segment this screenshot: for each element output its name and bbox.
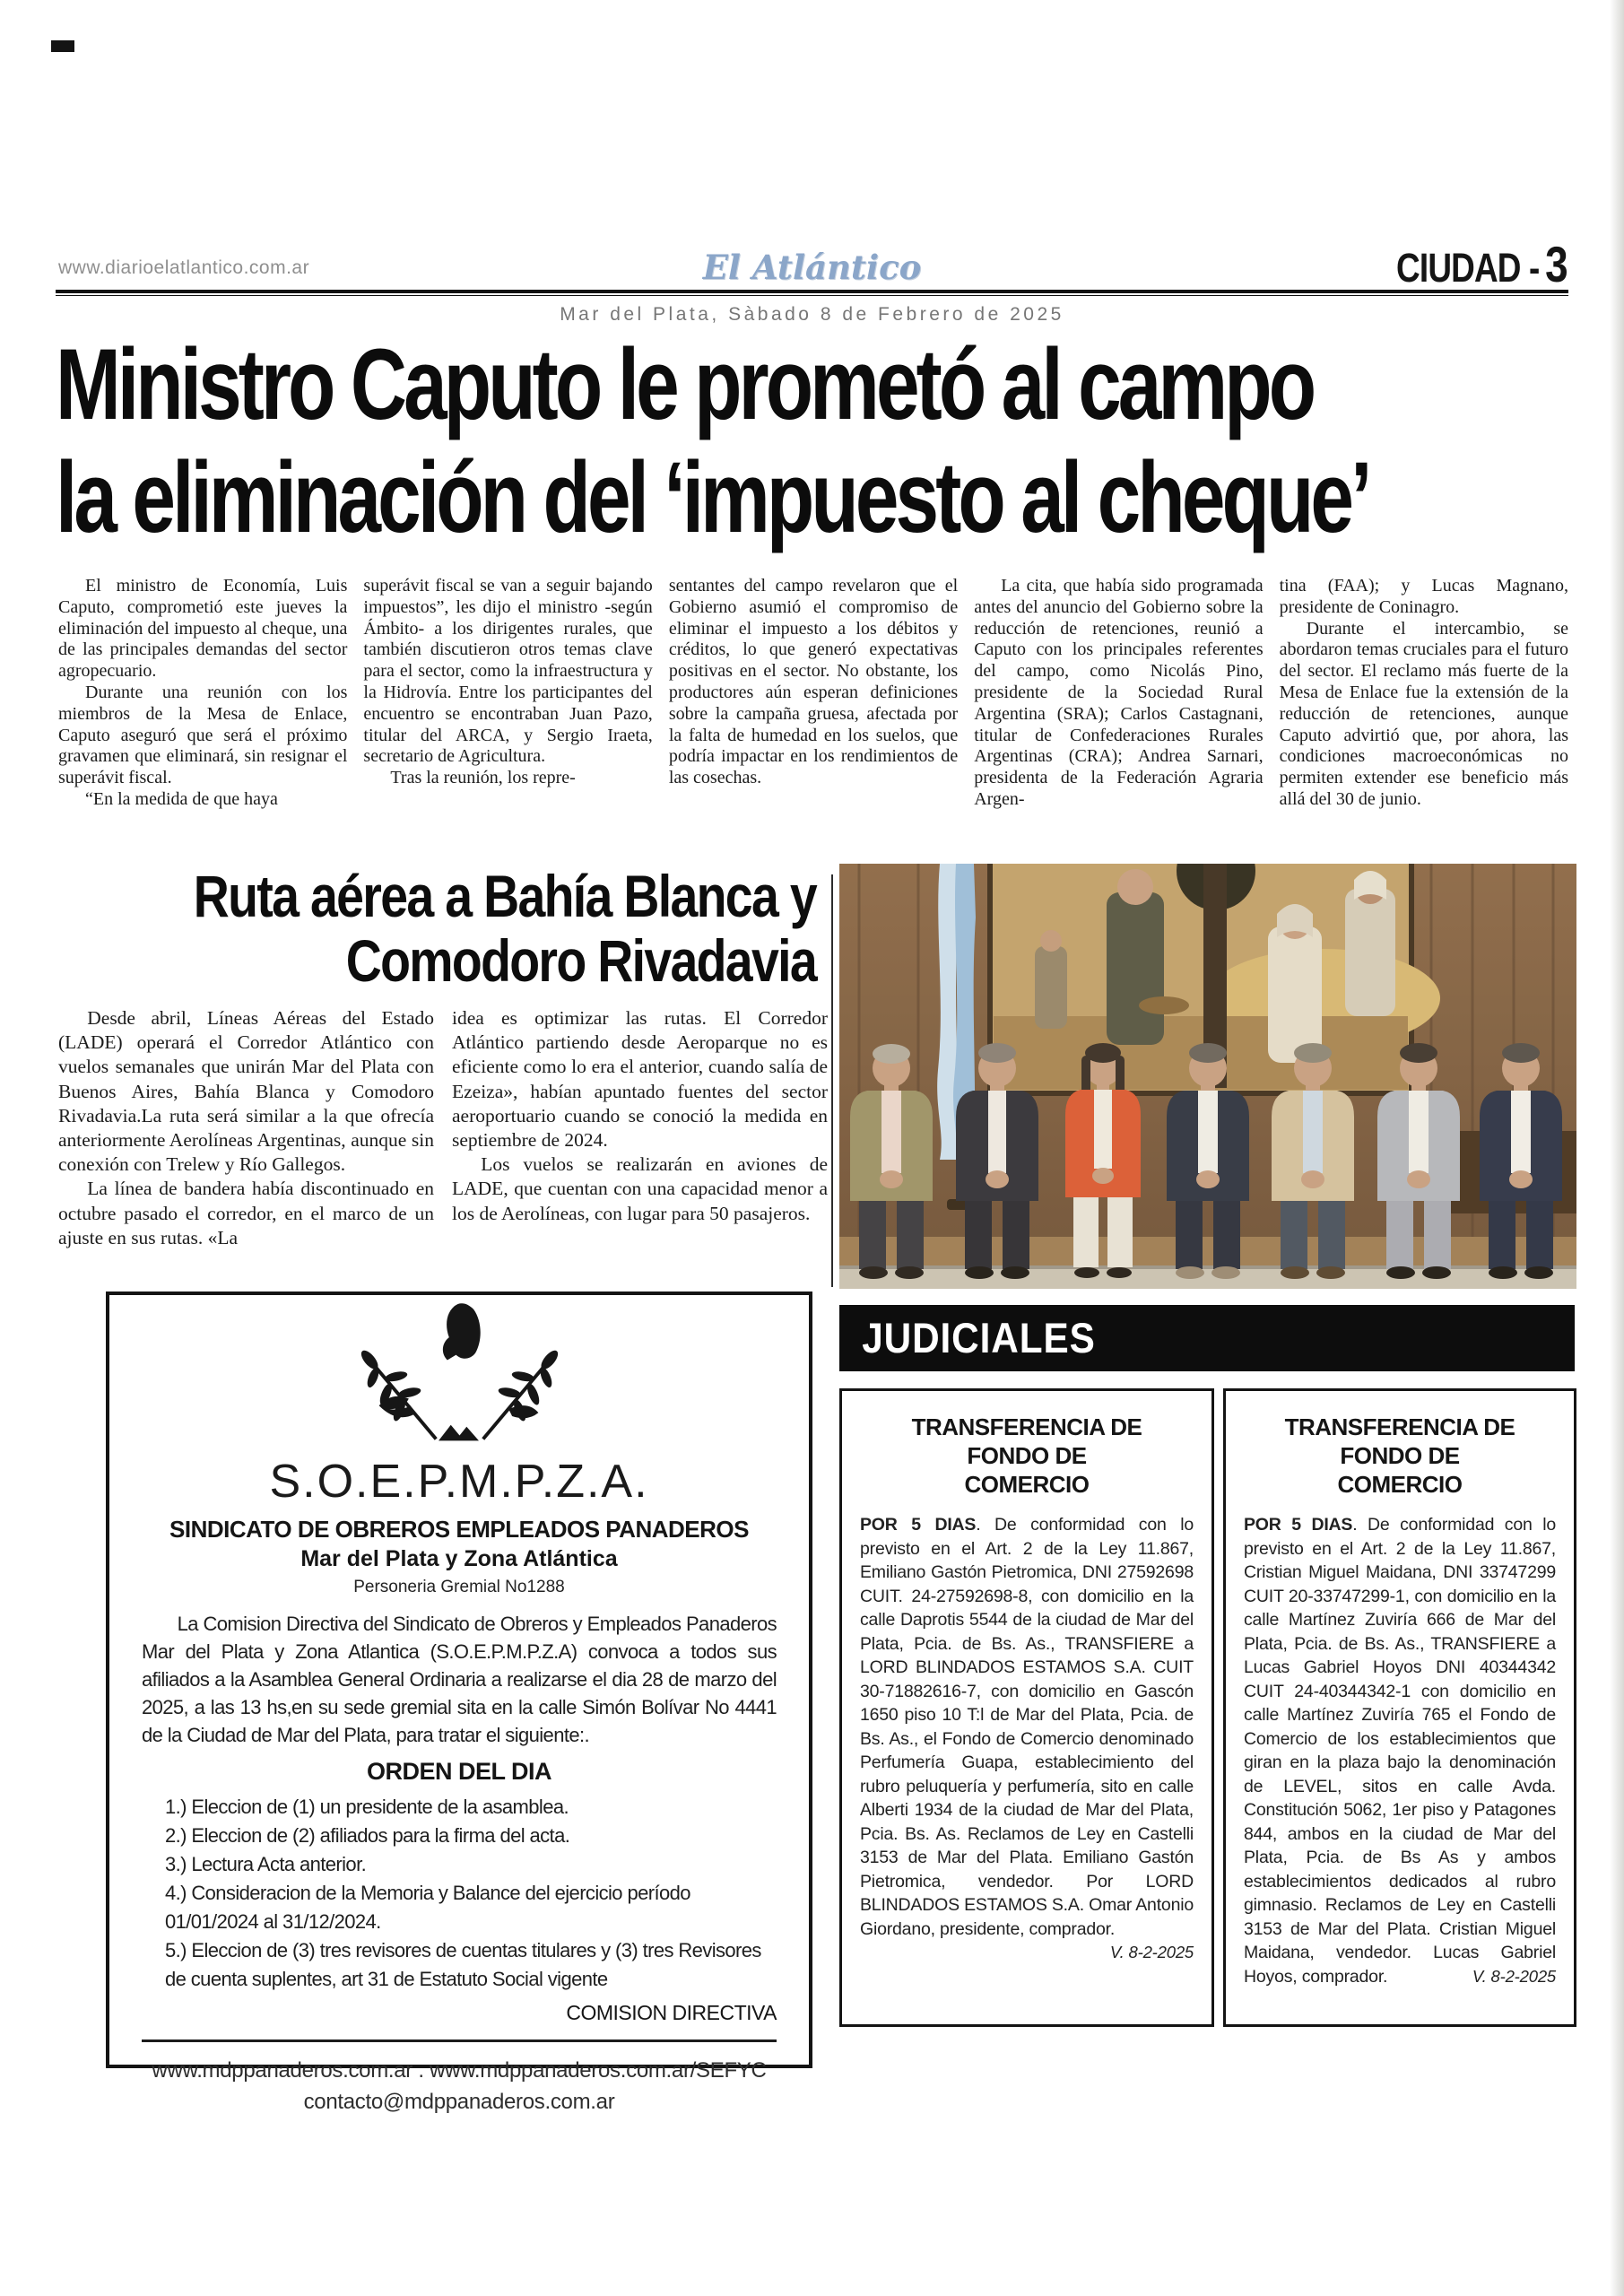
masthead-rule (56, 290, 1568, 296)
wheat-emblem-icon (354, 1302, 565, 1453)
column-divider (831, 874, 833, 1287)
union-assembly-ad (106, 1292, 812, 2114)
section-name: CIUDAD - (1396, 245, 1540, 291)
paragraph: Los vuelos se realizarán en aviones de LADE, que cuentan con una capacidad menor a los de Aerolíneas, con lugar para 50 pasajeros. (452, 1153, 828, 1224)
secondary-headline-line1: Ruta aérea a Bahía Blanca y (193, 863, 817, 929)
lead-headline-line2: la eliminación del ‘impuesto al cheque’ (56, 441, 1369, 553)
article-column (58, 576, 347, 811)
paragraph: La línea de bandera había discontinuado en octubre pasado el corredor, en el marco de un ajuste en sus rutas. «La (58, 1178, 434, 1248)
assembly-call-text: La Comision Directiva del Sindicato de Obreros y Empleados Panaderos Mar del Plata y Zona Atlantica (S.O.E.P.M.P.Z.A) convoca a todos sus afiliados a la Asamblea General Ordinaria a realizarse el dia 28 de marzo del 2025, a las 13 hs,en su sede gremial sita en la calle Simón Bolívar No 4441 de la Ciudad de Mar del Plata, para tratar el siguiente:. (142, 1613, 777, 1746)
agenda-item: 4.) Consideracion de la Memoria y Balance del ejercicio período 01/01/2024 al 31/12/2024. (165, 1882, 690, 1933)
paragraph: Durante el intercambio, se abordaron temas cruciales para el futuro del sector. El reclamo más fuerte de la Mesa de Enlace fue la extensión de la reducción de retenciones, aunque Caputo advirtió que, por ahora, las condiciones macroeconómicas no permiten extender ese beneficio más allá del 30 de junio. (1279, 618, 1569, 809)
paragraph: Tras la reunión, los repre- (390, 768, 576, 788)
secondary-article-columns (58, 1006, 828, 1250)
notice-title: TRANSFERENCIA DE FONDO DE COMERCIO (1284, 1413, 1515, 1498)
union-region: Mar del Plata y Zona Atlántica (300, 1546, 618, 1571)
paragraph: La cita, que había sido programada antes del anuncio del Gobierno sobre la reducción de retenciones, reunió a Caputo con los principales referentes del campo, como Nicolás Pino, presidente de la Sociedad Rural Argentina (SRA); Carlos Castagnani, titular de Confederaciones Rurales Argentinas (CRA); Andrea Sarnari, presidenta de la Federación Agraria Argen- (974, 576, 1264, 809)
notice-lead: POR 5 DIAS (860, 1515, 977, 1535)
paragraph: sentantes del campo revelaron que el Gobierno asumió el compromiso de eliminar el impuesto a los débitos y créditos, lo que generó expectativas positivas en el sector. No obstante, los productores aún esperan definiciones sobre la campaña gruesa, afectada por la falta de humedad en los suelos, que podría impactar en los rendimientos de las cosechas. (668, 576, 959, 788)
union-registration: Personeria Gremial No1288 (353, 1578, 565, 1596)
lead-headline (56, 328, 1624, 554)
newspaper-website-url: www.diarioelatlantico.com.ar (58, 257, 310, 278)
union-name: SINDICATO DE OBREROS EMPLEADOS PANADEROS (169, 1516, 749, 1543)
notice-date: V. 8-2-2025 (1472, 1966, 1556, 1986)
agenda-item: 5.) Eleccion de (3) tres revisores de cuentas titulares y (3) tres Revisores de cuenta suplentes, art 31 de Estatuto Social vigente (165, 1939, 761, 1990)
page-number: 3 (1545, 236, 1568, 292)
ad-divider (142, 2039, 777, 2042)
agenda-item: 3.) Lectura Acta anterior. (165, 1853, 367, 1875)
article-column (1280, 576, 1568, 811)
notice-title: TRANSFERENCIA DE FONDO DE COMERCIO (911, 1413, 1142, 1498)
agenda-item: 1.) Eleccion de (1) un presidente de la asamblea. (165, 1796, 569, 1818)
agenda-list (142, 1793, 777, 1994)
edition-dateline: Mar del Plata, Sàbado 8 de Febrero de 2025 (560, 304, 1064, 325)
union-website-links: www.mdppanaderos.com.ar . www.mdppanaderos.com.ar/SEFYC (152, 2058, 767, 2083)
notice-lead: POR 5 DIAS (1244, 1515, 1353, 1535)
paragraph: tina (FAA); y Lucas Magnano, presidente de Coninagro. (1279, 576, 1569, 617)
notice-date: V. 8-2-2025 (1109, 1943, 1194, 1961)
paragraph: “En la medida de que haya (85, 788, 278, 809)
article-column (363, 576, 652, 811)
meeting-photo (839, 864, 1576, 1289)
notice-text: . De conformidad con lo previsto en el Art. 2 de la Ley 11.867, Emiliano Gastón Pietromica, DNI 27592698 CUIT. 24-27592698-8, con domicilio en la calle Daprotis 5544 de la ciudad de Mar del Plata, Pcia. de Bs. As., TRANSFIERE a LORD BLINDADOS ESTAMOS S.A. CUIT 30-71882616-7, con domicilio en Gascón 1650 piso 10 T:l de Mar del Plata, Pcia. de Bs. As., el Fondo de Comercio denominado Perfumería Guapa, establecimiento del rubro peluquería y perfumería, sito en calle Alberti 1934 de la ciudad de Mar del Plata, Pcia. Bs. As. Reclamos de Ley en Castelli 3153 de Mar del Plata. Emiliano Gastón Pietromica, vendedor. Por LORD BLINDADOS ESTAMOS S.A. Omar Antonio Giordano, presidente, comprador. (860, 1515, 1194, 1939)
secondary-headline-line2: Comodoro Rivadavia (345, 927, 816, 994)
paragraph: Desde abril, Líneas Aéreas del Estado (LADE) operará el Corredor Atlántico con vuelos semanales que unirán Mar del Plata con Buenos Aires, Bahía Blanca y Comodoro Rivadavia.La ruta será similar a la que ofrecía anteriormente Aerolíneas Argentinas, aunque sin conexión con Trelew y Río Gallegos. (58, 1007, 434, 1176)
article-column (58, 1006, 434, 1250)
paragraph: Durante una reunión con los miembros de la Mesa de Enlace, Caputo aseguró que será el próximo gravamen que eliminará, sin resignar el superávit fiscal. (58, 682, 348, 788)
judiciales-title: JUDICIALES (862, 1314, 1096, 1361)
agenda-item: 2.) Eleccion de (2) afiliados para la firma del acta. (165, 1824, 570, 1847)
scan-registration-mark (51, 40, 74, 52)
lead-headline-line1: Ministro Caputo le prometó al campo (56, 328, 1314, 440)
article-column (452, 1006, 828, 1250)
paragraph: idea es optimizar las rutas. El Corredor Atlántico partiendo desde Aeroparque no es eficiente como lo era el anterior, cuando salía de Ezeiza», habían apuntado fuentes del sector aeroportuario cuando se conoció la medida en septiembre de 2024. (452, 1007, 828, 1152)
notice-body (860, 1513, 1194, 1961)
article-column (669, 576, 958, 811)
legal-notice-2 (1223, 1388, 1576, 2027)
notice-body (1244, 1513, 1556, 1988)
article-column (974, 576, 1263, 811)
section-page-label (1396, 235, 1568, 293)
newspaper-logo: El Atlántico (702, 248, 922, 287)
agenda-title: ORDEN DEL DIA (366, 1758, 552, 1785)
union-acronym: S.O.E.P.M.P.Z.A. (269, 1456, 649, 1508)
legal-notice-1 (839, 1388, 1214, 2027)
paragraph: superávit fiscal se van a seguir bajando impuestos”, les dijo el ministro -según Ámbito- a los dirigentes rurales, que también discutieron otros temas clave para el sector, como la infraestructura y la Hidrovía. Entre los participantes del encuentro se encontraban Juan Pazo, titular del ARCA, y Sergio Iraeta, secretario de Agricultura. (363, 576, 653, 767)
notice-text: . De conformidad con lo previsto en el Art. 2 de la Ley 11.867, Cristian Miguel Maidana, DNI 33747299 CUIT 20-33747299-1, con domicilio en la calle Martínez Zuviría 666 de Mar del Plata, Pcia. de Bs. As., TRANSFIERE a Lucas Gabriel Hoyos DNI 40344342 CUIT 24-40344342-1 con domicilio en calle Martínez Zuviría 765 el Fondo de Comercio de los establecimientos que giran en la plaza bajo la denominación de LEVEL, sitos en calle Avda. Constitución 5062, 1er piso y Patagones 844, ambos en la ciudad de Mar del Plata, Pcia. de Bs As y ambos establecimientos dedicados al rubro gimnasio. Reclamos de Ley en Castelli 3153 de Mar del Plata. Cristian Miguel Maidana, vendedor. Lucas Gabriel Hoyos, comprador. (1244, 1515, 1556, 1987)
union-email: contacto@mdppanaderos.com.ar (303, 2090, 615, 2114)
judiciales-section-header (839, 1305, 1575, 1371)
lead-article-columns (58, 576, 1568, 811)
signature: COMISION DIRECTIVA (566, 2001, 777, 2024)
secondary-headline (58, 864, 816, 993)
paragraph: El ministro de Economía, Luis Caputo, comprometió este jueves la eliminación del impuesto al cheque, una de las principales demandas del sector agropecuario. (58, 576, 348, 682)
